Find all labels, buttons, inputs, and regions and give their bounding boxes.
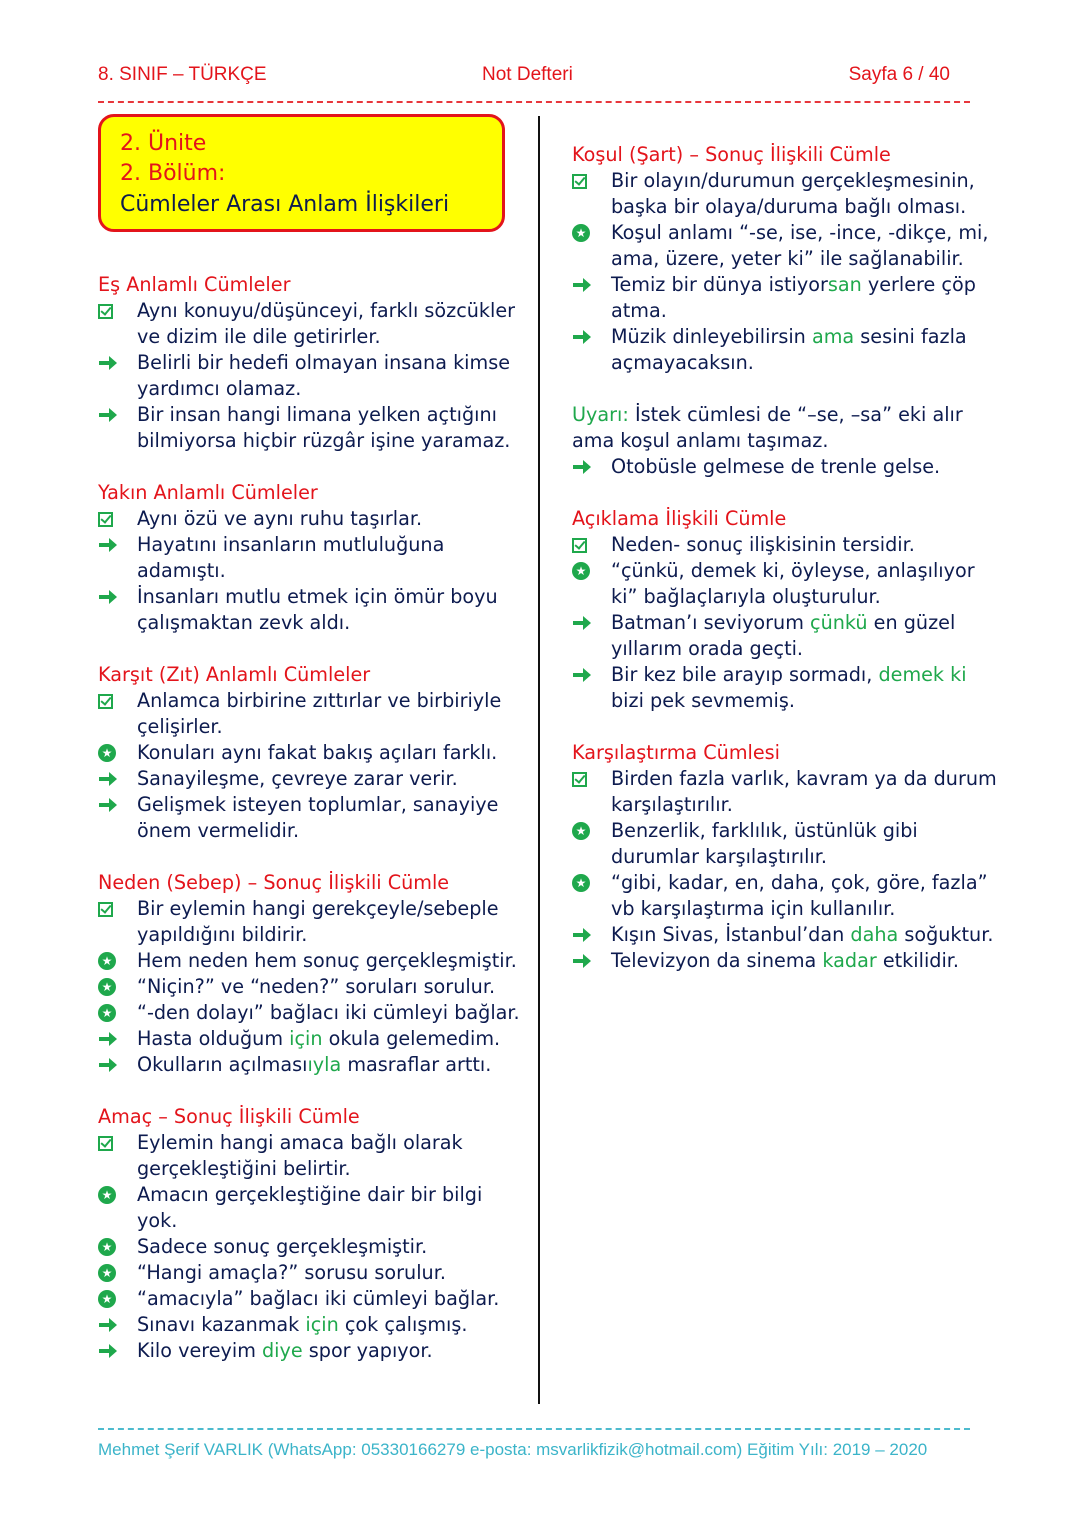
section	[98, 870, 528, 1078]
item-text: “çünkü, demek ki, öyleyse, anlaşılıyor ki” bağlaçlarıyla oluşturulur.	[611, 559, 975, 608]
star-icon	[98, 740, 124, 766]
star-icon	[98, 1286, 124, 1312]
list-item	[572, 818, 1002, 870]
arrow-icon	[572, 324, 598, 350]
item-text: Aynı konuyu/düşünceyi, farklı sözcükler ve dizim ile dile getirirler.	[137, 299, 516, 348]
arrow-glyph	[572, 277, 592, 293]
item-text: Benzerlik, farklılık, üstünlük gibi durumlar karşılaştırılır.	[611, 819, 918, 868]
item-text	[137, 1052, 528, 1078]
item-text	[137, 1026, 528, 1052]
item-text: Neden- sonuç ilişkisinin tersidir.	[611, 533, 915, 556]
star-icon	[572, 558, 598, 584]
list-item	[572, 532, 1002, 558]
arrow-glyph	[98, 355, 118, 371]
arrow-glyph	[98, 797, 118, 813]
text-before: Okulların açılması	[137, 1053, 308, 1076]
text-before: Batman’ı seviyorum	[611, 611, 811, 634]
arrow-icon	[572, 454, 598, 480]
arrow-glyph	[98, 537, 118, 553]
list-item	[98, 1026, 528, 1052]
text-after: çok çalışmış.	[338, 1313, 468, 1336]
star-glyph: ★	[572, 822, 590, 840]
header-page-number: Sayfa 6 / 40	[848, 64, 950, 85]
arrow-glyph	[572, 615, 592, 631]
item-text: Koşul anlamı “-se, ise, -ince, -dikçe, mi, ama, üzere, yeter ki” ile sağlanabilir.	[611, 221, 989, 270]
arrow-glyph	[98, 771, 118, 787]
list-item	[98, 350, 528, 402]
arrow-glyph	[572, 329, 592, 345]
right-column	[572, 142, 1002, 1000]
item-text	[611, 922, 1002, 948]
arrow-icon	[98, 1026, 124, 1052]
arrow-icon	[98, 1338, 124, 1364]
section-title: Koşul (Şart) – Sonuç İlişkili Cümle	[572, 143, 891, 166]
section	[572, 506, 1002, 714]
arrow-icon	[98, 584, 124, 610]
warning-note	[572, 402, 1002, 454]
text-before: Temiz bir dünya istiyor	[611, 273, 828, 296]
section	[98, 1104, 528, 1364]
star-glyph: ★	[98, 1264, 116, 1282]
list-item	[98, 688, 528, 740]
item-text: “Hangi amaçla?” sorusu sorulur.	[137, 1261, 446, 1284]
item-text: İnsanları mutlu etmek için ömür boyu çalışmaktan zevk aldı.	[137, 585, 498, 634]
star-glyph: ★	[572, 874, 590, 892]
highlight-keyword: demek ki	[878, 663, 967, 686]
list-item	[98, 1312, 528, 1338]
item-text: Sadece sonuç gerçekleşmiştir.	[137, 1235, 428, 1258]
arrow-icon	[98, 792, 124, 818]
left-column	[98, 272, 528, 1390]
header-class-subject: 8. SINIF – TÜRKÇE	[98, 64, 267, 85]
item-text: “Niçin?” ve “neden?” soruları sorulur.	[137, 975, 496, 998]
list-item	[98, 1000, 528, 1026]
highlight-keyword: için	[289, 1027, 323, 1050]
arrow-glyph	[98, 407, 118, 423]
arrow-icon	[572, 610, 598, 636]
section	[98, 662, 528, 844]
star-icon	[98, 1000, 124, 1026]
highlight-keyword: kadar	[822, 949, 877, 972]
list-item	[572, 870, 1002, 922]
item-text: Bir eylemin hangi gerekçeyle/sebeple yapıldığını bildirir.	[137, 897, 499, 946]
footer-credits: Mehmet Şerif VARLIK (WhatsApp: 05330166279 e-posta: msvarlikfizik@hotmail.com) Eğitim Yılı: 2019 – 2020	[98, 1440, 928, 1459]
arrow-glyph	[572, 667, 592, 683]
check-icon	[98, 688, 124, 714]
text-before: Sınavı kazanmak	[137, 1313, 306, 1336]
item-text: “gibi, kadar, en, daha, çok, göre, fazla” vb karşılaştırma için kullanılır.	[611, 871, 988, 920]
item-text: Konuları aynı fakat bakış açıları farklı.	[137, 741, 498, 764]
warning-label: Uyarı:	[572, 403, 629, 426]
arrow-icon	[98, 350, 124, 376]
item-text: “-den dolayı” bağlacı iki cümleyi bağlar.	[137, 1001, 520, 1024]
text-before: Müzik dinleyebilirsin	[611, 325, 812, 348]
topic-title: Cümleler Arası Anlam İlişkileri	[120, 192, 450, 217]
arrow-icon	[572, 662, 598, 688]
list-item	[98, 584, 528, 636]
text-after: soğuktur.	[898, 923, 994, 946]
list-item	[98, 532, 528, 584]
check-icon	[98, 1130, 124, 1156]
arrow-glyph	[98, 589, 118, 605]
star-glyph: ★	[98, 1238, 116, 1256]
section-title: Karşıt (Zıt) Anlamlı Cümleler	[98, 663, 371, 686]
text-before: Bir kez bile arayıp sormadı,	[611, 663, 879, 686]
arrow-icon	[98, 532, 124, 558]
list-item	[98, 948, 528, 974]
arrow-glyph	[572, 927, 592, 943]
star-icon	[98, 1182, 124, 1208]
list-item	[98, 740, 528, 766]
list-item	[572, 610, 1002, 662]
checkbox-glyph	[98, 304, 113, 319]
list-item	[98, 1286, 528, 1312]
item-text: Sanayileşme, çevreye zarar verir.	[137, 767, 458, 790]
arrow-icon	[572, 272, 598, 298]
unit-label: 2. Ünite	[120, 131, 207, 156]
item-text: Belirli bir hedefi olmayan insana kimse yardımcı olamaz.	[137, 351, 511, 400]
text-before: Kışın Sivas, İstanbul’dan	[611, 923, 851, 946]
highlight-keyword: daha	[850, 923, 899, 946]
star-glyph: ★	[572, 224, 590, 242]
list-item	[572, 168, 1002, 220]
item-text: Amacın gerçekleştiğine dair bir bilgi yok.	[137, 1183, 483, 1232]
star-icon	[572, 220, 598, 246]
item-text: Eylemin hangi amaca bağlı olarak gerçekleştiğini belirtir.	[137, 1131, 463, 1180]
list-item	[98, 298, 528, 350]
list-item	[572, 220, 1002, 272]
item-text: Gelişmek isteyen toplumlar, sanayiye önem vermelidir.	[137, 793, 499, 842]
list-item	[98, 1052, 528, 1078]
list-item	[572, 324, 1002, 376]
star-glyph: ★	[98, 1290, 116, 1308]
checkbox-glyph	[98, 1136, 113, 1151]
list-item	[98, 1130, 528, 1182]
item-text: Hem neden hem sonuç gerçekleşmiştir.	[137, 949, 517, 972]
highlight-keyword: ama	[811, 325, 855, 348]
section	[572, 740, 1002, 974]
checkbox-glyph	[572, 772, 587, 787]
star-icon	[572, 818, 598, 844]
text-after: okula gelemedim.	[322, 1027, 501, 1050]
item-text	[611, 948, 1002, 974]
star-glyph: ★	[98, 744, 116, 762]
item-text: Hayatını insanların mutluluğuna adamıştı.	[137, 533, 445, 582]
section	[572, 402, 1002, 480]
list-item	[572, 922, 1002, 948]
item-text: “amacıyla” bağlacı iki cümleyi bağlar.	[137, 1287, 500, 1310]
list-item	[98, 506, 528, 532]
list-item	[98, 766, 528, 792]
star-icon	[98, 974, 124, 1000]
page-header	[98, 64, 950, 92]
star-icon	[98, 1234, 124, 1260]
check-icon	[98, 506, 124, 532]
item-text	[611, 610, 1002, 662]
list-item	[98, 1182, 528, 1234]
section-label: 2. Bölüm:	[120, 161, 226, 186]
arrow-glyph	[572, 953, 592, 969]
star-glyph: ★	[98, 952, 116, 970]
highlight-keyword: için	[305, 1313, 339, 1336]
section-title: Karşılaştırma Cümlesi	[572, 741, 780, 764]
star-glyph: ★	[572, 562, 590, 580]
text-after: sesini fazla açmayacaksın.	[611, 325, 967, 374]
text-after: yerlere çöp atma.	[611, 273, 976, 322]
highlight-keyword: diye	[262, 1339, 303, 1362]
arrow-icon	[98, 766, 124, 792]
check-icon	[98, 298, 124, 324]
text-before: Kilo vereyim	[137, 1339, 262, 1362]
footer-divider	[98, 1428, 970, 1430]
arrow-glyph	[98, 1343, 118, 1359]
list-item	[98, 402, 528, 454]
star-icon	[572, 870, 598, 896]
text-after: en güzel yıllarım orada geçti.	[611, 611, 956, 660]
item-text: Aynı özü ve aynı ruhu taşırlar.	[137, 507, 423, 530]
section-title: Açıklama İlişkili Cümle	[572, 507, 787, 530]
header-notebook-title: Not Defteri	[482, 64, 573, 85]
item-text	[611, 324, 1002, 376]
list-item	[98, 1234, 528, 1260]
item-text	[611, 662, 1002, 714]
highlight-keyword: san	[827, 273, 862, 296]
item-text: Bir insan hangi limana yelken açtığını bilmiyorsa hiçbir rüzgâr işine yaramaz.	[137, 403, 511, 452]
arrow-icon	[572, 922, 598, 948]
text-before: Televizyon da sinema	[611, 949, 823, 972]
list-item	[572, 558, 1002, 610]
item-text: Birden fazla varlık, kavram ya da durum karşılaştırılır.	[611, 767, 997, 816]
warning-text: İstek cümlesi de “–se, –sa” eki alır ama koşul anlamı taşımaz.	[572, 403, 963, 452]
list-item	[98, 792, 528, 844]
list-item	[572, 454, 1002, 480]
section	[572, 142, 1002, 376]
text-after: bizi pek sevmemiş.	[611, 689, 795, 712]
text-before: Hasta olduğum	[137, 1027, 290, 1050]
list-item	[98, 1260, 528, 1286]
list-item	[572, 948, 1002, 974]
unit-title-box	[98, 114, 505, 232]
list-item	[572, 662, 1002, 714]
list-item	[572, 272, 1002, 324]
section-title: Yakın Anlamlı Cümleler	[98, 481, 318, 504]
section	[98, 480, 528, 636]
column-divider	[538, 116, 540, 1404]
check-icon	[98, 896, 124, 922]
item-text	[137, 1312, 528, 1338]
arrow-icon	[572, 948, 598, 974]
list-item	[572, 766, 1002, 818]
section-title: Amaç – Sonuç İlişkili Cümle	[98, 1105, 360, 1128]
star-icon	[98, 948, 124, 974]
section	[98, 272, 528, 454]
highlight-keyword: çünkü	[810, 611, 868, 634]
item-text	[137, 1338, 528, 1364]
check-icon	[572, 168, 598, 194]
text-after: spor yapıyor.	[302, 1339, 433, 1362]
checkbox-glyph	[572, 174, 587, 189]
section-title: Neden (Sebep) – Sonuç İlişkili Cümle	[98, 871, 450, 894]
item-text	[611, 272, 1002, 324]
list-item	[98, 896, 528, 948]
star-glyph: ★	[98, 1004, 116, 1022]
list-item	[98, 974, 528, 1000]
star-glyph: ★	[98, 978, 116, 996]
arrow-glyph	[98, 1031, 118, 1047]
item-text: Anlamca birbirine zıttırlar ve birbiriyle çelişirler.	[137, 689, 502, 738]
star-glyph: ★	[98, 1186, 116, 1204]
checkbox-glyph	[572, 538, 587, 553]
item-text: Bir olayın/durumun gerçekleşmesinin, başka bir olaya/duruma bağlı olması.	[611, 169, 975, 218]
item-text: Otobüsle gelmese de trenle gelse.	[611, 455, 941, 478]
check-icon	[572, 532, 598, 558]
arrow-icon	[98, 402, 124, 428]
highlight-keyword: ıyla	[307, 1053, 342, 1076]
arrow-glyph	[572, 459, 592, 475]
star-icon	[98, 1260, 124, 1286]
section-title: Eş Anlamlı Cümleler	[98, 273, 291, 296]
checkbox-glyph	[98, 512, 113, 527]
text-after: etkilidir.	[876, 949, 960, 972]
checkbox-glyph	[98, 694, 113, 709]
arrow-glyph	[98, 1317, 118, 1333]
header-divider	[98, 101, 970, 103]
text-after: masraflar arttı.	[341, 1053, 492, 1076]
checkbox-glyph	[98, 902, 113, 917]
arrow-icon	[98, 1312, 124, 1338]
arrow-glyph	[98, 1057, 118, 1073]
list-item	[98, 1338, 528, 1364]
arrow-icon	[98, 1052, 124, 1078]
check-icon	[572, 766, 598, 792]
